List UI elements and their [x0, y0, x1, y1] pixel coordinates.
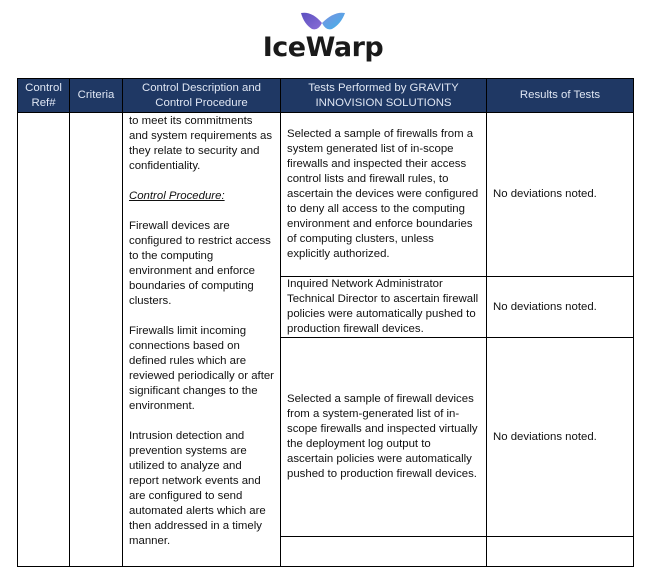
test-performed-cell: Inquired Network Administrator Technical Director to ascertain firewall policies were automatically pushed to production firewall devices.: [281, 277, 487, 338]
description-intro: to meet its commitments and system requirements as they relate to security and confidentiality.: [129, 115, 273, 172]
control-ref-cell: [18, 113, 70, 567]
header-results: Results of Tests: [487, 79, 634, 113]
test-performed-cell-empty: [281, 537, 487, 567]
test-result-cell-empty: [487, 537, 634, 567]
control-description-cell: [123, 113, 281, 567]
criteria-cell: [70, 113, 123, 567]
test-result-cell: No deviations noted.: [487, 113, 634, 277]
icewarp-logo: [261, 8, 385, 63]
description-paragraph: Firewall devices are configured to restrict access to the computing environment and enforce boundaries of computing clusters.: [129, 220, 271, 307]
header-control-ref: Control Ref#: [18, 79, 70, 113]
test-performed-cell: Selected a sample of firewall devices from a system-generated list of in-scope firewalls and inspected virtually the deployment log output to ascertain policies were automatically pushed to production firewall devices.: [281, 338, 487, 537]
logo-text: IceWarp: [262, 32, 384, 63]
header-criteria: Criteria: [70, 79, 123, 113]
test-result-cell: No deviations noted.: [487, 277, 634, 338]
test-result-cell: No deviations noted.: [487, 338, 634, 537]
description-paragraph: Intrusion detection and prevention systems are utilized to analyze and report network events and are configured to send automated alerts which are then addressed in a timely manner.: [129, 430, 266, 547]
header-control-description: Control Description and Control Procedure: [123, 79, 281, 113]
header-tests-performed: Tests Performed by GRAVITY INNOVISION SOLUTIONS: [281, 79, 487, 113]
table-header-row: [18, 79, 634, 113]
table-row: [18, 113, 634, 277]
logo-wings-icon: [300, 10, 346, 32]
controls-table: [17, 78, 634, 567]
description-paragraph: Firewalls limit incoming connections based on defined rules which are reviewed periodically or after significant changes to the environment.: [129, 325, 274, 412]
test-performed-cell: Selected a sample of firewalls from a system generated list of in-scope firewalls and inspected their access control lists and firewall rules, to ascertain the devices were configured to deny all access to the computing environment and enforce boundaries of computing clusters, unless explicitly authorized.: [281, 113, 487, 277]
control-procedure-label: Control Procedure:: [129, 190, 225, 202]
